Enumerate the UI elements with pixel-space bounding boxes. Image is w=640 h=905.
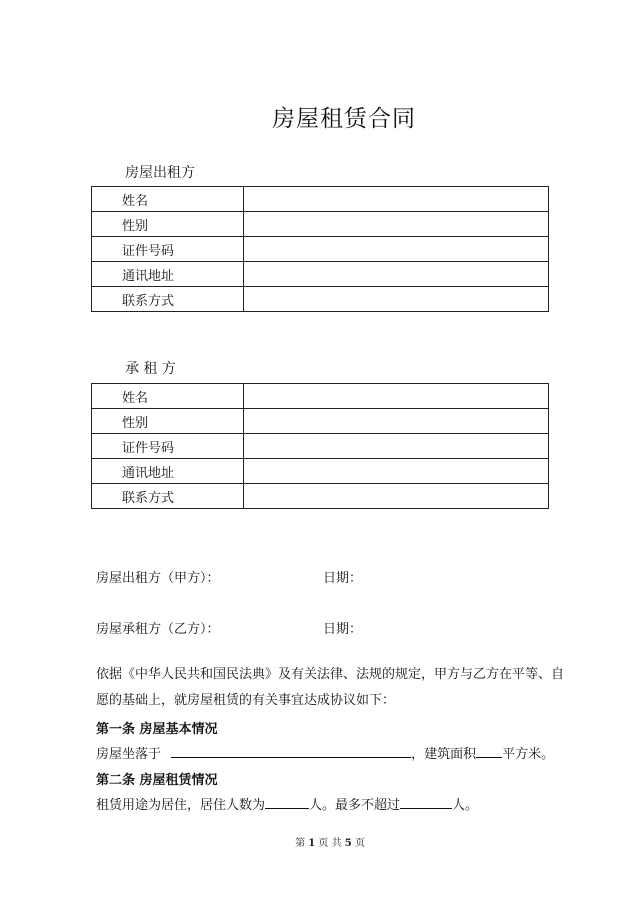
footer-page-number: 1 [308,838,316,849]
party-a-signature-label: 房屋出租方（甲方）： [96,571,220,586]
footer-middle: 页 共 [318,838,342,849]
table-row [92,237,549,262]
max-occupant-blank[interactable] [400,794,452,809]
lessor-gender-label: 性别 [92,212,244,237]
article1-heading: 第一条 房屋基本情况 [96,722,218,737]
lessor-address-field[interactable] [244,262,549,287]
article2-mid: 人。最多不超过 [309,798,401,813]
lessor-name-field[interactable] [244,187,549,212]
page-footer [0,834,640,849]
article1-suffix: 平方米。 [502,747,555,762]
lessee-gender-label: 性别 [92,409,244,434]
table-row [92,409,549,434]
party-b-date-label: 日期： [323,622,363,637]
table-row [92,212,549,237]
footer-suffix: 页 [354,838,365,849]
article1-line [96,743,554,762]
article1-prefix: 房屋坐落于 [96,747,162,762]
article2-suffix: 人。 [452,798,479,813]
table-row [92,287,549,312]
table-row [92,262,549,287]
lessor-id-field[interactable] [244,237,549,262]
intro-paragraph: 依据《中华人民共和国民法典》及有关法律、法规的规定，甲方与乙方在平等、自愿的基础上，就房屋租赁的有关事宜达成协议如下： [96,667,565,708]
lessor-contact-label: 联系方式 [92,287,244,312]
lessor-id-label: 证件号码 [92,237,244,262]
lessee-id-label: 证件号码 [92,434,244,459]
footer-total-pages: 5 [344,838,352,849]
article2-line [96,794,478,813]
footer-prefix: 第 [295,838,306,849]
lessor-address-label: 通讯地址 [92,262,244,287]
table-row [92,187,549,212]
article2-prefix: 租赁用途为居住，居住人数为 [96,798,266,813]
lessee-gender-field[interactable] [244,409,549,434]
article1-mid: ，建筑面积 [411,747,477,762]
lessee-name-field[interactable] [244,384,549,409]
lessor-info-table [91,186,549,312]
lessee-info-table [91,383,549,509]
lessee-contact-label: 联系方式 [92,484,244,509]
building-area-blank[interactable] [476,743,502,758]
lessee-address-field[interactable] [244,459,549,484]
lessee-contact-field[interactable] [244,484,549,509]
document-title: 房屋租赁合同 [272,106,416,132]
article2-heading: 第二条 房屋租赁情况 [96,773,218,788]
party-a-date-label: 日期： [323,571,363,586]
lessee-name-label: 姓名 [92,384,244,409]
party-b-signature-label: 房屋承租方（乙方）： [96,622,220,637]
table-row [92,384,549,409]
lessee-id-field[interactable] [244,434,549,459]
table-row [92,459,549,484]
lessor-gender-field[interactable] [244,212,549,237]
lessor-name-label: 姓名 [92,187,244,212]
table-row [92,484,549,509]
lessor-heading: 房屋出租方 [125,165,195,181]
lessee-heading: 承 租 方 [125,361,176,377]
property-location-blank[interactable] [171,743,411,758]
table-row [92,434,549,459]
occupant-count-blank[interactable] [265,794,309,809]
lessee-address-label: 通讯地址 [92,459,244,484]
lessor-contact-field[interactable] [244,287,549,312]
